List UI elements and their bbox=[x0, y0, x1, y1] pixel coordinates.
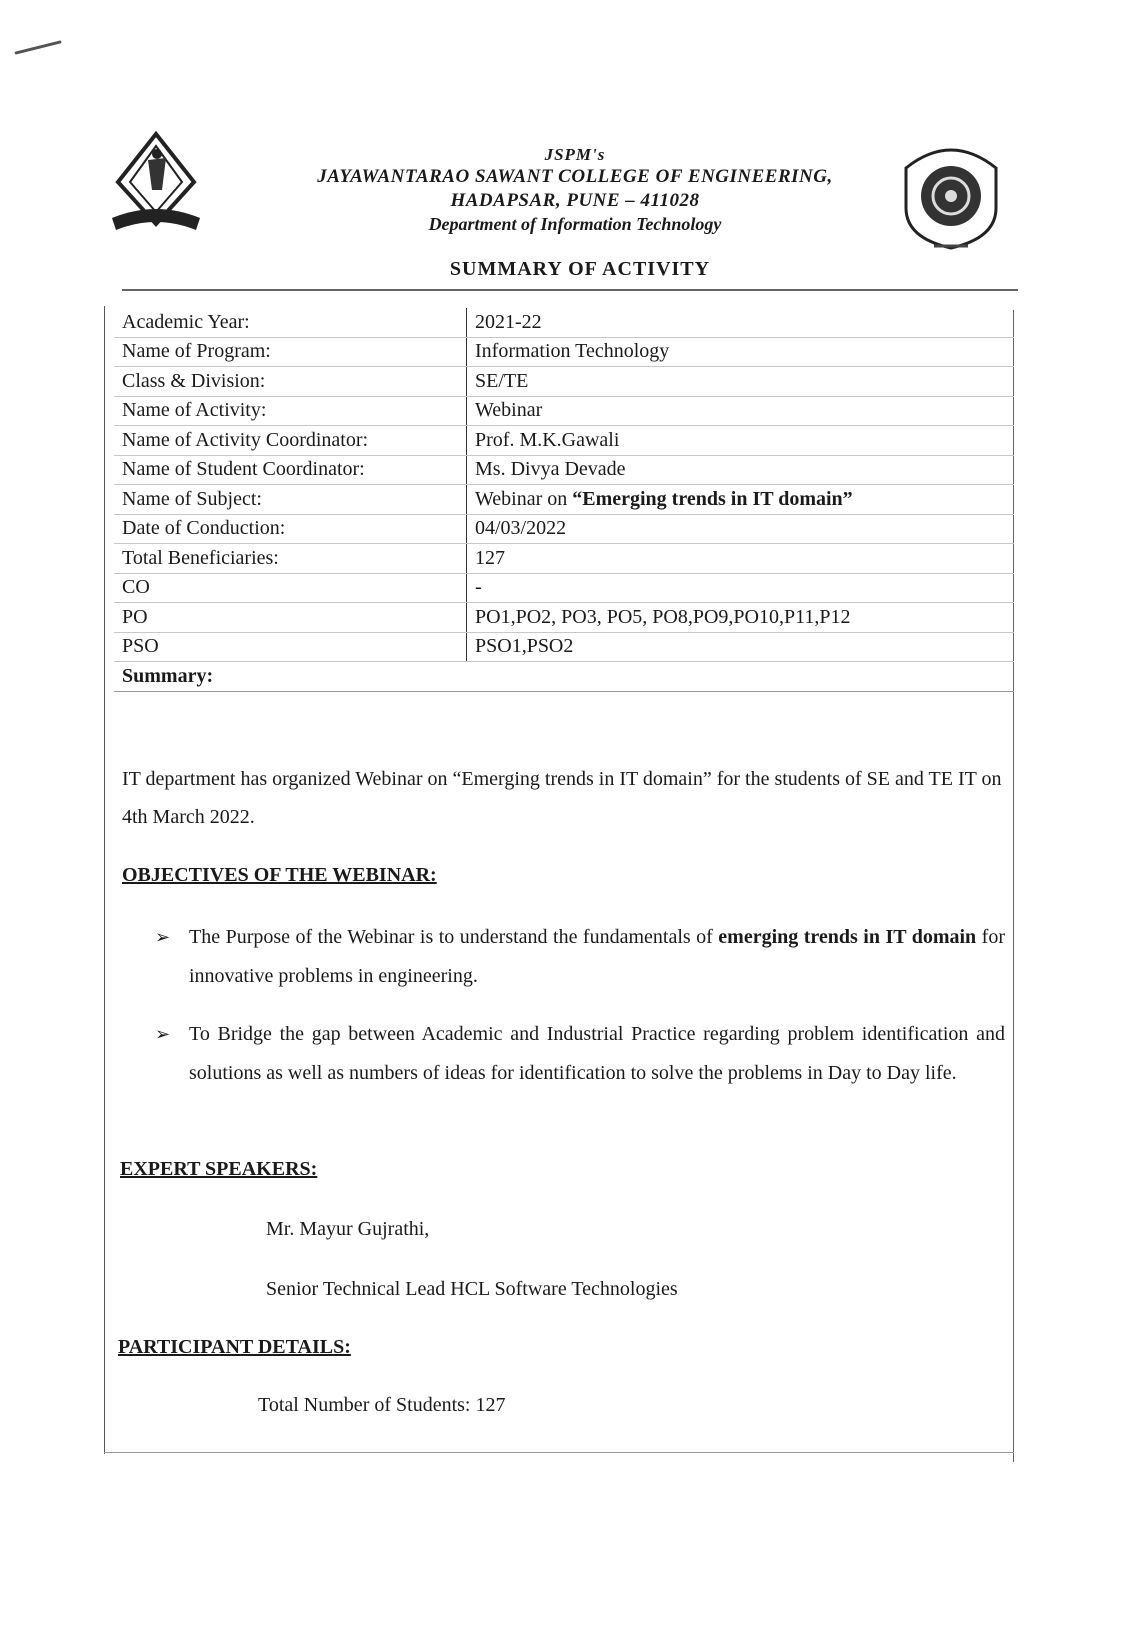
objective-1-text: The Purpose of the Webinar is to understand the fundamentals of bbox=[189, 926, 719, 948]
academic-year-label: Academic Year: bbox=[114, 308, 467, 337]
objective-2: To Bridge the gap between Academic and Industrial Practice regarding problem identification and solutions as well as numbers of ideas for identification to solve the problems in Day to Day life. bbox=[189, 1023, 1005, 1084]
subject-label: Name of Subject: bbox=[114, 485, 467, 515]
student-coordinator-value: Ms. Divya Devade bbox=[467, 455, 1015, 485]
speaker-name: Mr. Mayur Gujrathi, bbox=[266, 1218, 430, 1240]
date-label: Date of Conduction: bbox=[114, 514, 467, 544]
beneficiaries-value: 127 bbox=[467, 544, 1015, 574]
activity-value: Webinar bbox=[467, 396, 1015, 426]
list-item bbox=[155, 918, 1005, 996]
document-title: SUMMARY OF ACTIVITY bbox=[449, 258, 711, 280]
student-coordinator-label: Name of Student Coordinator: bbox=[114, 455, 467, 485]
table-row bbox=[114, 544, 1014, 574]
college-header bbox=[230, 144, 920, 235]
speakers-heading: EXPERT SPEAKERS: bbox=[120, 1158, 318, 1180]
co-label: CO bbox=[114, 573, 467, 603]
table-row bbox=[114, 632, 1014, 662]
scan-mark bbox=[14, 40, 61, 55]
activity-coordinator-value: Prof. M.K.Gawali bbox=[467, 426, 1015, 456]
objective-1 bbox=[189, 918, 1005, 996]
activity-coordinator-label: Name of Activity Coordinator: bbox=[114, 426, 467, 456]
table-row bbox=[114, 514, 1014, 544]
date-value: 04/03/2022 bbox=[467, 514, 1015, 544]
objectives-heading: OBJECTIVES OF THE WEBINAR: bbox=[122, 864, 437, 886]
participants-heading: PARTICIPANT DETAILS: bbox=[118, 1336, 351, 1358]
header-college-name: JAYAWANTARAO SAWANT COLLEGE OF ENGINEERING, bbox=[317, 166, 833, 188]
summary-label: Summary: bbox=[114, 662, 1014, 692]
academic-year-value: 2021-22 bbox=[467, 308, 1015, 337]
subject-title: “Emerging trends in IT domain” bbox=[572, 487, 853, 510]
speaker-designation: Senior Technical Lead HCL Software Technologies bbox=[266, 1278, 678, 1300]
activity-label: Name of Activity: bbox=[114, 396, 467, 426]
table-row bbox=[114, 485, 1014, 515]
table-row bbox=[114, 337, 1014, 367]
program-label: Name of Program: bbox=[114, 337, 467, 367]
arrow-bullet-icon: ➢ bbox=[155, 1024, 171, 1044]
frame-bottom-line bbox=[104, 1452, 1014, 1453]
program-value: Information Technology bbox=[467, 337, 1015, 367]
subject-prefix: Webinar on bbox=[475, 487, 573, 510]
objective-1-text-end: for innovative problems in engineering. bbox=[189, 926, 1005, 987]
table-row bbox=[114, 367, 1014, 397]
list-item bbox=[155, 1015, 1005, 1093]
frame-left-line bbox=[104, 306, 105, 1454]
subject-value bbox=[467, 485, 1015, 515]
pso-value: PSO1,PSO2 bbox=[467, 632, 1015, 662]
table-row bbox=[114, 662, 1014, 692]
table-row bbox=[114, 455, 1014, 485]
table-row bbox=[114, 396, 1014, 426]
objective-1-emphasis: emerging trends in IT domain bbox=[718, 926, 977, 948]
pso-label: PSO bbox=[114, 632, 467, 662]
header-department: Department of Information Technology bbox=[428, 213, 722, 234]
table-row bbox=[114, 426, 1014, 456]
class-label: Class & Division: bbox=[114, 367, 467, 397]
beneficiaries-label: Total Beneficiaries: bbox=[114, 544, 467, 574]
header-org: JSPM's bbox=[544, 145, 606, 164]
table-row bbox=[114, 603, 1014, 633]
activity-info-table bbox=[114, 308, 1014, 692]
class-value: SE/TE bbox=[467, 367, 1015, 397]
table-row bbox=[114, 308, 1014, 337]
arrow-bullet-icon: ➢ bbox=[155, 927, 171, 947]
college-logo bbox=[108, 130, 204, 234]
co-value: - bbox=[467, 573, 1015, 603]
summary-paragraph: IT department has organized Webinar on “Emerging trends in IT domain” for the students of SE and TE IT on 4th March 2022. bbox=[122, 768, 1002, 828]
participants-count: Total Number of Students: 127 bbox=[258, 1394, 506, 1416]
po-value: PO1,PO2, PO3, PO5, PO8,PO9,PO10,P11,P12 bbox=[467, 603, 1015, 633]
table-row bbox=[114, 573, 1014, 603]
po-label: PO bbox=[114, 603, 467, 633]
header-address: HADAPSAR, PUNE – 411028 bbox=[450, 190, 700, 211]
title-divider bbox=[122, 289, 1018, 291]
